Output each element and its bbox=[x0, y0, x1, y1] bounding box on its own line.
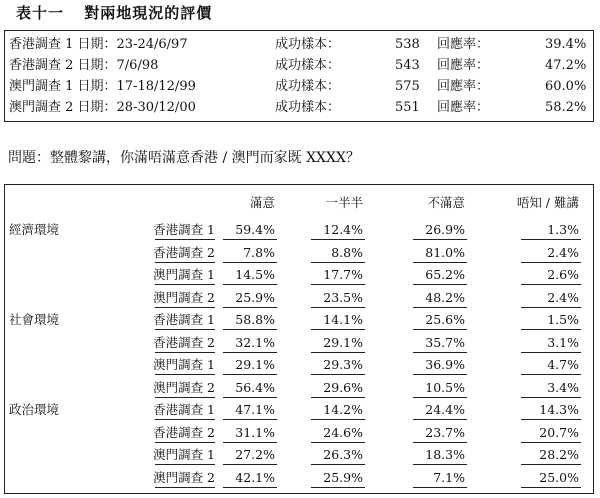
cell-underline bbox=[413, 397, 467, 398]
cell-underline bbox=[223, 307, 277, 308]
cell-underline bbox=[223, 284, 277, 285]
survey-date: 澳門調查 2 日期：28-30/12/00 bbox=[9, 100, 196, 115]
table-number: 表十一 bbox=[16, 4, 65, 22]
cell-underline bbox=[521, 374, 581, 375]
row-value: 7.8% bbox=[243, 244, 275, 260]
cell-underline bbox=[521, 464, 581, 465]
row-value: 2.4% bbox=[547, 289, 579, 305]
survey-question: 問題：整體黎講，你滿唔滿意香港 / 澳門而家既 XXXX？ bbox=[8, 150, 360, 166]
survey-info-row bbox=[9, 35, 589, 55]
row-survey: 香港調查 1 bbox=[153, 312, 215, 327]
row-value: 59.4% bbox=[235, 222, 275, 237]
cell-underline bbox=[413, 329, 467, 330]
sample-value: 575 bbox=[395, 79, 420, 94]
row-value: 48.2% bbox=[425, 289, 465, 305]
row-value: 14.3% bbox=[539, 402, 579, 417]
row-value: 36.9% bbox=[425, 357, 465, 372]
row-value: 14.1% bbox=[323, 312, 363, 327]
survey-date: 香港調查 1 日期：23-24/6/97 bbox=[9, 37, 188, 52]
row-survey: 澳門調查 2 bbox=[153, 379, 215, 395]
response-rate-value: 60.0% bbox=[545, 79, 587, 94]
row-value: 3.1% bbox=[547, 334, 579, 350]
row-value: 47.1% bbox=[235, 402, 275, 417]
cell-underline bbox=[223, 352, 277, 353]
table-row bbox=[5, 332, 593, 354]
cell-underline bbox=[223, 397, 277, 398]
cell-underline bbox=[311, 262, 365, 263]
row-value: 23.5% bbox=[323, 289, 363, 305]
row-value: 25.9% bbox=[323, 469, 363, 485]
sample-label: 成功樣本： bbox=[275, 79, 341, 94]
cell-underline bbox=[521, 262, 581, 263]
cell-underline bbox=[155, 397, 215, 398]
sample-value: 551 bbox=[395, 100, 420, 115]
row-survey: 澳門調查 1 bbox=[153, 267, 215, 282]
cell-underline bbox=[155, 307, 215, 308]
survey-info-box bbox=[4, 30, 594, 122]
row-value: 29.1% bbox=[235, 357, 275, 372]
cell-underline bbox=[155, 487, 215, 488]
sample-label: 成功樣本： bbox=[275, 37, 341, 52]
survey-info-row bbox=[9, 98, 589, 118]
table-row bbox=[5, 377, 593, 399]
response-rate-label: 回應率： bbox=[437, 79, 490, 94]
cell-underline bbox=[311, 419, 365, 420]
cell-underline bbox=[413, 262, 467, 263]
row-category: 政治環境 bbox=[9, 402, 60, 417]
row-value: 10.5% bbox=[425, 379, 465, 395]
row-value: 2.6% bbox=[547, 267, 579, 282]
row-value: 4.7% bbox=[547, 357, 579, 372]
row-survey: 澳門調查 2 bbox=[153, 289, 215, 305]
row-survey: 澳門調查 1 bbox=[153, 357, 215, 372]
table-row bbox=[5, 399, 593, 421]
cell-underline bbox=[223, 329, 277, 330]
survey-info-row bbox=[9, 56, 589, 76]
cell-underline bbox=[223, 239, 277, 240]
row-value: 12.4% bbox=[323, 222, 363, 237]
row-value: 24.6% bbox=[323, 424, 363, 440]
row-value: 20.7% bbox=[539, 424, 579, 440]
response-rate-value: 39.4% bbox=[545, 37, 587, 52]
cell-underline bbox=[413, 419, 467, 420]
cell-underline bbox=[311, 307, 365, 308]
response-rate-value: 47.2% bbox=[545, 58, 587, 73]
cell-underline bbox=[521, 419, 581, 420]
row-value: 56.4% bbox=[235, 379, 275, 395]
row-survey: 澳門調查 1 bbox=[153, 447, 215, 462]
sample-value: 543 bbox=[395, 58, 420, 73]
table-row bbox=[5, 242, 593, 264]
row-value: 65.2% bbox=[425, 267, 465, 282]
header-dissatisfied: 不滿意 bbox=[427, 195, 465, 210]
cell-underline bbox=[311, 284, 365, 285]
row-value: 58.8% bbox=[235, 312, 275, 327]
cell-underline bbox=[311, 239, 365, 240]
table-row bbox=[5, 309, 593, 331]
cell-underline bbox=[311, 442, 365, 443]
survey-date: 香港調查 2 日期：7/6/98 bbox=[9, 58, 159, 73]
cell-underline bbox=[521, 487, 581, 488]
cell-underline bbox=[413, 464, 467, 465]
row-value: 31.1% bbox=[235, 424, 275, 440]
row-survey: 澳門調查 2 bbox=[153, 469, 215, 485]
response-rate-label: 回應率： bbox=[437, 58, 490, 73]
row-value: 1.3% bbox=[547, 222, 579, 237]
row-value: 7.1% bbox=[433, 469, 465, 485]
cell-underline bbox=[413, 374, 467, 375]
cell-underline bbox=[155, 329, 215, 330]
row-value: 42.1% bbox=[235, 469, 275, 485]
row-value: 1.5% bbox=[547, 312, 579, 327]
table-row bbox=[5, 467, 593, 489]
row-value: 25.6% bbox=[425, 312, 465, 327]
row-value: 26.3% bbox=[323, 447, 363, 462]
row-value: 25.0% bbox=[539, 469, 579, 485]
cell-underline bbox=[223, 374, 277, 375]
cell-underline bbox=[223, 442, 277, 443]
sample-label: 成功樣本： bbox=[275, 58, 341, 73]
cell-underline bbox=[311, 464, 365, 465]
row-value: 27.2% bbox=[235, 447, 275, 462]
cell-underline bbox=[521, 442, 581, 443]
cell-underline bbox=[311, 329, 365, 330]
row-survey: 香港調查 2 bbox=[153, 244, 215, 260]
row-value: 8.8% bbox=[331, 244, 363, 260]
cell-underline bbox=[155, 352, 215, 353]
row-value: 14.5% bbox=[235, 267, 275, 282]
row-value: 2.4% bbox=[547, 244, 579, 260]
cell-underline bbox=[521, 329, 581, 330]
cell-underline bbox=[521, 397, 581, 398]
row-value: 26.9% bbox=[425, 222, 465, 237]
cell-underline bbox=[155, 442, 215, 443]
cell-underline bbox=[521, 307, 581, 308]
row-value: 17.7% bbox=[323, 267, 363, 282]
row-category: 經濟環境 bbox=[9, 222, 60, 237]
cell-underline bbox=[223, 464, 277, 465]
cell-underline bbox=[413, 442, 467, 443]
row-value: 3.4% bbox=[547, 379, 579, 395]
table-row bbox=[5, 422, 593, 444]
cell-underline bbox=[311, 374, 365, 375]
row-value: 29.1% bbox=[323, 334, 363, 350]
response-rate-label: 回應率： bbox=[437, 100, 490, 115]
cell-underline bbox=[223, 419, 277, 420]
table-row bbox=[5, 354, 593, 376]
table-row bbox=[5, 444, 593, 466]
cell-underline bbox=[521, 352, 581, 353]
row-category: 社會環境 bbox=[9, 312, 60, 327]
cell-underline bbox=[223, 262, 277, 263]
table-row bbox=[5, 219, 593, 241]
row-value: 32.1% bbox=[235, 334, 275, 350]
row-value: 81.0% bbox=[425, 244, 465, 260]
cell-underline bbox=[155, 262, 215, 263]
row-value: 25.9% bbox=[235, 289, 275, 305]
response-rate-label: 回應率： bbox=[437, 37, 490, 52]
sample-label: 成功樣本： bbox=[275, 100, 341, 115]
row-value: 14.2% bbox=[323, 402, 363, 417]
cell-underline bbox=[413, 352, 467, 353]
row-value: 23.7% bbox=[425, 424, 465, 440]
row-value: 28.2% bbox=[539, 447, 579, 462]
table-title-text: 對兩地現況的評價 bbox=[84, 4, 213, 22]
row-survey: 香港調查 1 bbox=[153, 402, 215, 417]
row-survey: 香港調查 2 bbox=[153, 334, 215, 350]
cell-underline bbox=[413, 239, 467, 240]
table-row bbox=[5, 287, 593, 309]
cell-underline bbox=[521, 284, 581, 285]
table-row bbox=[5, 264, 593, 286]
row-value: 29.6% bbox=[323, 379, 363, 395]
cell-underline bbox=[311, 487, 365, 488]
header-half-half: 一半半 bbox=[325, 195, 363, 210]
cell-underline bbox=[413, 307, 467, 308]
row-survey: 香港調查 1 bbox=[153, 222, 215, 237]
response-rate-value: 58.2% bbox=[545, 100, 587, 115]
table-title bbox=[16, 2, 212, 23]
survey-date: 澳門調查 1 日期：17-18/12/99 bbox=[9, 79, 196, 94]
row-value: 35.7% bbox=[425, 334, 465, 350]
header-satisfied: 滿意 bbox=[249, 195, 275, 210]
results-table bbox=[4, 184, 594, 494]
cell-underline bbox=[155, 284, 215, 285]
cell-underline bbox=[155, 419, 215, 420]
cell-underline bbox=[413, 284, 467, 285]
header-dont-know: 唔知 / 難講 bbox=[516, 195, 579, 210]
cell-underline bbox=[311, 352, 365, 353]
row-value: 18.3% bbox=[425, 447, 465, 462]
cell-underline bbox=[155, 464, 215, 465]
cell-underline bbox=[155, 239, 215, 240]
survey-info-row bbox=[9, 77, 589, 97]
cell-underline bbox=[223, 487, 277, 488]
cell-underline bbox=[311, 397, 365, 398]
cell-underline bbox=[155, 374, 215, 375]
row-survey: 香港調查 2 bbox=[153, 424, 215, 440]
sample-value: 538 bbox=[395, 37, 420, 52]
cell-underline bbox=[521, 239, 581, 240]
cell-underline bbox=[413, 487, 467, 488]
row-value: 24.4% bbox=[425, 402, 465, 417]
row-value: 29.3% bbox=[323, 357, 363, 372]
